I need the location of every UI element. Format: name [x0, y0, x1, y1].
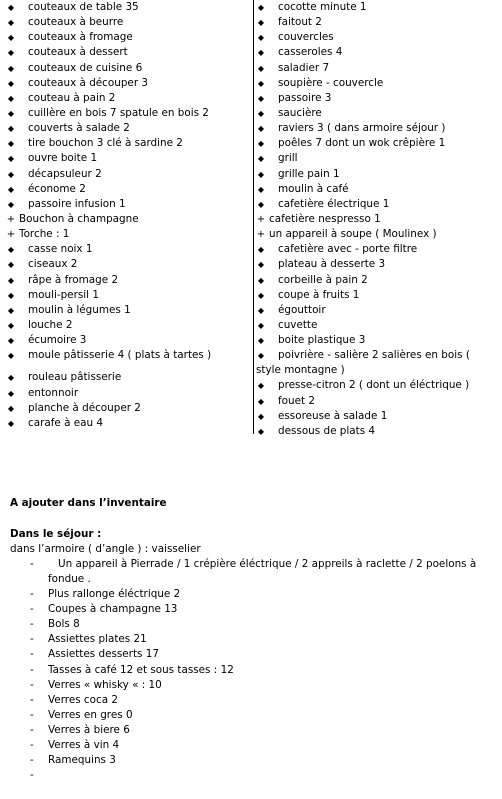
list-item	[256, 363, 502, 378]
list-item	[6, 303, 252, 318]
list-item-text: couteaux de table 35	[28, 1, 139, 13]
list-item-text: soupière - couvercle	[278, 76, 384, 89]
list-item-text: Torche : 1	[19, 228, 70, 241]
list-item	[10, 602, 500, 617]
dash-marker: -	[30, 618, 34, 631]
list-item-text: Verres à vin 4	[48, 739, 120, 752]
list-item	[256, 30, 502, 45]
diamond-bullet-icon: ◆	[7, 63, 15, 73]
diamond-bullet-icon: ◆	[257, 199, 265, 209]
list-item	[6, 212, 252, 227]
dash-marker: -	[30, 769, 34, 782]
list-item-text: coupe à fruits 1	[278, 288, 360, 301]
list-item-text: grill	[278, 152, 298, 165]
location-line: dans l’armoire ( d’angle ) : vaisselier	[10, 543, 201, 555]
list-item-text: Tasses à café 12 et sous tasses : 12	[48, 663, 234, 676]
diamond-bullet-icon: ◆	[7, 351, 15, 361]
list-item	[6, 401, 252, 416]
list-item	[6, 106, 252, 121]
list-item	[10, 738, 500, 753]
list-item	[256, 273, 502, 288]
list-item-text: planche à découper 2	[28, 401, 141, 414]
list-item-text: presse-citron 2 ( dont un éléctrique )	[278, 379, 470, 392]
list-item	[256, 15, 502, 30]
diamond-bullet-icon: ◆	[257, 260, 265, 270]
list-item-text: couvercles	[278, 31, 334, 44]
list-item	[256, 167, 502, 182]
list-item-text: couverts à salade 2	[28, 122, 130, 135]
diamond-bullet-icon: ◆	[257, 381, 265, 391]
list-item	[6, 182, 252, 197]
list-item-text: Plus rallonge éléctrique 2	[48, 588, 181, 601]
list-item	[256, 348, 502, 363]
list-item-text: raviers 3 ( dans armoire séjour )	[278, 122, 446, 135]
diamond-bullet-icon: ◆	[7, 260, 15, 270]
list-item	[6, 91, 252, 106]
list-item	[6, 386, 252, 401]
dash-marker: -	[30, 708, 34, 721]
list-item	[6, 136, 252, 151]
diamond-bullet-icon: ◆	[7, 336, 15, 346]
diamond-bullet-icon: ◆	[257, 290, 265, 300]
list-item-text: fouet 2	[278, 394, 315, 407]
list-item	[256, 303, 502, 318]
list-item	[256, 318, 502, 333]
list-item-text: louche 2	[28, 318, 73, 331]
dash-marker: -	[30, 588, 34, 601]
diamond-bullet-icon: ◆	[7, 290, 15, 300]
list-item	[10, 768, 500, 783]
list-item	[256, 136, 502, 151]
list-item	[256, 288, 502, 303]
dash-marker: -	[30, 633, 34, 646]
list-item	[256, 61, 502, 76]
list-item	[256, 227, 502, 242]
list-item-text: grille pain 1	[278, 167, 340, 180]
list-item-text: Verres en gres 0	[48, 708, 133, 721]
list-item-text: Assiettes desserts 17	[48, 648, 159, 661]
list-item-text: poêles 7 dont un wok crêpière 1	[278, 137, 446, 150]
diamond-bullet-icon: ◆	[7, 418, 15, 428]
right-inventory-column	[256, 0, 502, 439]
list-item-text: passoire 3	[278, 91, 332, 104]
list-item-text: casseroles 4	[278, 46, 343, 59]
list-item-text: plateau à desserte 3	[278, 258, 386, 271]
list-item	[10, 753, 500, 768]
list-item	[256, 106, 502, 121]
diamond-bullet-icon: ◆	[7, 78, 15, 88]
list-item-text: cafetière électrique 1	[278, 197, 390, 210]
list-item-text: moulin à légumes 1	[28, 303, 131, 316]
list-item	[10, 678, 500, 693]
room-heading: Dans le séjour :	[10, 528, 102, 540]
list-item	[6, 416, 252, 431]
list-item-text: cuvette	[278, 318, 318, 331]
list-item-text: couteaux à dessert	[28, 46, 128, 59]
list-item	[10, 557, 500, 572]
list-item-text: un appareil à soupe ( Moulinex )	[269, 228, 437, 241]
diamond-bullet-icon: ◆	[257, 139, 265, 149]
list-item	[256, 257, 502, 272]
diamond-bullet-icon: ◆	[7, 373, 15, 383]
diamond-bullet-icon: ◆	[257, 154, 265, 164]
list-item	[256, 76, 502, 91]
plus-bullet-icon: +	[256, 229, 266, 241]
diamond-bullet-icon: ◆	[257, 48, 265, 58]
dash-marker: -	[30, 754, 34, 767]
dash-marker: -	[30, 739, 34, 752]
diamond-bullet-icon: ◆	[7, 108, 15, 118]
diamond-bullet-icon: ◆	[257, 320, 265, 330]
list-item	[6, 76, 252, 91]
list-item-text: Verres « whisky « : 10	[48, 678, 162, 691]
list-item-text: style montagne )	[256, 364, 345, 377]
list-item	[256, 333, 502, 348]
list-item	[256, 197, 502, 212]
section-title: A ajouter dans l’inventaire	[10, 497, 167, 509]
list-item-text: mouli-persil 1	[28, 288, 99, 301]
list-item-text: Un appareil à Pierrade / 1 crépière éléctrique / 2 appreils à raclette / 2 poelons à	[58, 558, 477, 570]
list-item-text: dessous de plats 4	[278, 424, 376, 437]
diamond-bullet-icon: ◆	[7, 305, 15, 315]
diamond-bullet-icon: ◆	[7, 18, 15, 28]
list-item-text: couteau à pain 2	[28, 91, 116, 104]
list-item-text: Bouchon à champagne	[19, 212, 139, 225]
diamond-bullet-icon: ◆	[7, 169, 15, 179]
list-item-text: ciseaux 2	[28, 258, 78, 271]
diamond-bullet-icon: ◆	[7, 124, 15, 134]
list-item	[256, 242, 502, 257]
list-item	[256, 45, 502, 60]
additions-section	[10, 495, 500, 783]
list-item	[6, 197, 252, 212]
list-item	[6, 348, 252, 363]
list-item-text: couteaux à découper 3	[28, 76, 149, 89]
list-item-text: décapsuleur 2	[28, 167, 102, 180]
list-item-text: tire bouchon 3 clé à sardine 2	[28, 137, 183, 150]
list-item	[10, 663, 500, 678]
diamond-bullet-icon: ◆	[257, 184, 265, 194]
list-item-text: couteaux à beurre	[28, 16, 124, 29]
diamond-bullet-icon: ◆	[7, 245, 15, 255]
list-item-text: poivrière - salière 2 salières en bois (	[278, 349, 470, 362]
list-item	[6, 227, 252, 242]
list-item-text: passoire infusion 1	[28, 197, 126, 210]
diamond-bullet-icon: ◆	[257, 426, 265, 436]
list-item	[6, 273, 252, 288]
diamond-bullet-icon: ◆	[7, 3, 15, 12]
column-divider	[253, 0, 254, 434]
list-item	[6, 121, 252, 136]
list-item	[10, 632, 500, 647]
list-item	[6, 15, 252, 30]
dash-marker: -	[30, 693, 34, 706]
list-item-text: boite plastique 3	[278, 334, 366, 347]
list-item-text: Coupes à champagne 13	[48, 603, 178, 616]
list-item	[6, 242, 252, 257]
diamond-bullet-icon: ◆	[7, 139, 15, 149]
list-item	[256, 409, 502, 424]
list-item	[6, 30, 252, 45]
diamond-bullet-icon: ◆	[257, 169, 265, 179]
list-item	[256, 151, 502, 166]
list-item-text: corbeille à pain 2	[278, 273, 368, 286]
diamond-bullet-icon: ◆	[257, 336, 265, 346]
dash-marker: -	[30, 558, 34, 570]
list-item-text: faitout 2	[278, 16, 322, 29]
diamond-bullet-icon: ◆	[257, 411, 265, 421]
list-item-text: cafetière nespresso 1	[269, 212, 381, 225]
diamond-bullet-icon: ◆	[257, 396, 265, 406]
list-item-text: cuillère en bois 7 spatule en bois 2	[28, 106, 209, 119]
diamond-bullet-icon: ◆	[257, 63, 265, 73]
list-item	[256, 394, 502, 409]
list-item	[6, 370, 252, 385]
list-item-text: Verres coca 2	[48, 693, 118, 706]
list-item	[10, 708, 500, 723]
list-item	[256, 182, 502, 197]
list-item-text: cafetière avec - porte filtre	[278, 243, 418, 256]
list-item	[10, 647, 500, 662]
list-item-text: Verres à biere 6	[48, 723, 130, 736]
list-item	[256, 212, 502, 227]
list-item	[10, 587, 500, 602]
list-item	[6, 167, 252, 182]
list-item-continuation: fondue .	[48, 573, 91, 586]
list-item-text: moulin à café	[278, 182, 349, 195]
dash-marker: -	[30, 648, 34, 661]
list-item	[256, 121, 502, 136]
list-item	[6, 318, 252, 333]
dash-marker: -	[30, 678, 34, 691]
list-item	[10, 723, 500, 738]
list-item-text: couteaux à fromage	[28, 31, 133, 44]
list-item	[10, 617, 500, 632]
diamond-bullet-icon: ◆	[257, 93, 265, 103]
list-item	[256, 91, 502, 106]
list-item-text: couteaux de cuisine 6	[28, 61, 143, 74]
list-item	[256, 378, 502, 393]
plus-bullet-icon: +	[6, 213, 16, 225]
diamond-bullet-icon: ◆	[257, 78, 265, 88]
diamond-bullet-icon: ◆	[7, 184, 15, 194]
list-item-text: cocotte minute 1	[278, 1, 367, 13]
dash-marker: -	[30, 723, 34, 736]
dash-marker: -	[30, 603, 34, 616]
list-item-text: saladier 7	[278, 61, 330, 74]
diamond-bullet-icon: ◆	[7, 275, 15, 285]
list-item-text: économe 2	[28, 182, 86, 195]
dash-marker: -	[30, 663, 34, 676]
list-item-text: râpe à fromage 2	[28, 273, 119, 286]
diamond-bullet-icon: ◆	[7, 154, 15, 164]
diamond-bullet-icon: ◆	[257, 18, 265, 28]
left-inventory-column	[6, 0, 252, 431]
diamond-bullet-icon: ◆	[7, 33, 15, 43]
list-item	[256, 424, 502, 439]
diamond-bullet-icon: ◆	[257, 108, 265, 118]
list-item-text: Ramequins 3	[48, 754, 116, 767]
diamond-bullet-icon: ◆	[7, 320, 15, 330]
list-item-text: Assiettes plates 21	[48, 633, 147, 646]
diamond-bullet-icon: ◆	[257, 124, 265, 134]
list-item	[256, 0, 502, 15]
diamond-bullet-icon: ◆	[7, 403, 15, 413]
diamond-bullet-icon: ◆	[7, 93, 15, 103]
list-item-text: entonnoir	[28, 386, 79, 399]
list-item	[6, 333, 252, 348]
diamond-bullet-icon: ◆	[7, 388, 15, 398]
list-item	[6, 257, 252, 272]
diamond-bullet-icon: ◆	[257, 351, 265, 361]
diamond-bullet-icon: ◆	[257, 275, 265, 285]
additions-list	[10, 587, 500, 783]
diamond-bullet-icon: ◆	[257, 245, 265, 255]
list-item	[6, 0, 252, 15]
list-item	[6, 45, 252, 60]
list-item-text: égouttoir	[278, 303, 326, 316]
list-item-text: moule pâtisserie 4 ( plats à tartes )	[28, 349, 212, 362]
plus-bullet-icon: +	[6, 229, 16, 241]
list-item	[6, 151, 252, 166]
diamond-bullet-icon: ◆	[257, 305, 265, 315]
list-item	[6, 288, 252, 303]
list-item-text: Bols 8	[48, 618, 80, 631]
list-item-text: ouvre boite 1	[28, 152, 98, 165]
list-item	[6, 61, 252, 76]
list-item-text: essoreuse à salade 1	[278, 409, 388, 422]
diamond-bullet-icon: ◆	[7, 199, 15, 209]
diamond-bullet-icon: ◆	[7, 48, 15, 58]
diamond-bullet-icon: ◆	[257, 3, 265, 12]
list-item-text: carafe à eau 4	[28, 416, 104, 429]
list-item-text: saucière	[278, 106, 322, 119]
list-item-text: écumoire 3	[28, 334, 87, 347]
diamond-bullet-icon: ◆	[257, 33, 265, 43]
list-item-text: rouleau pâtisserie	[28, 371, 122, 384]
plus-bullet-icon: +	[256, 213, 266, 225]
list-item	[10, 693, 500, 708]
list-item-text: casse noix 1	[28, 243, 93, 256]
